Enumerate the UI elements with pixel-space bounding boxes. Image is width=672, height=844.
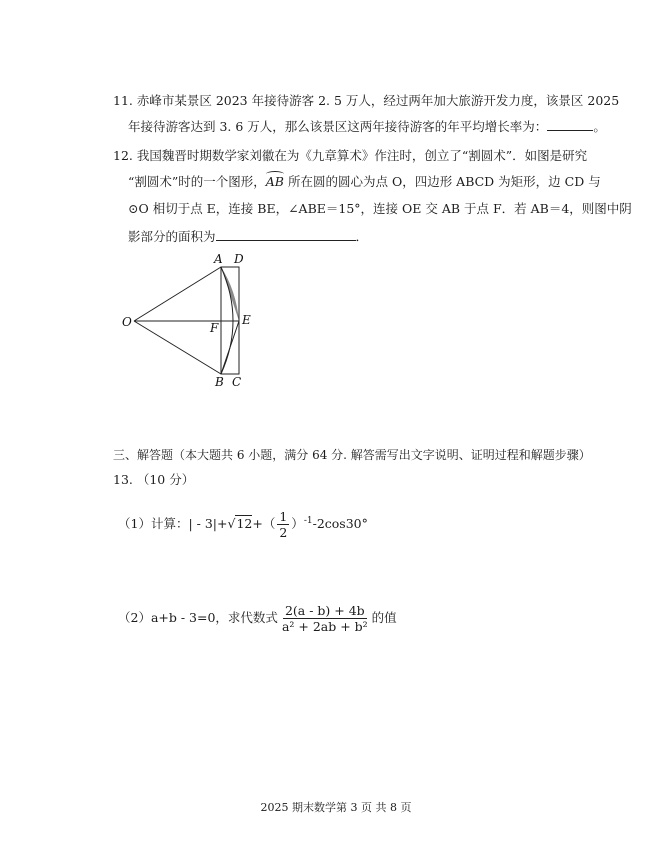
q13-part2-label: （2）a+b - 3=0，求代数式 (118, 610, 278, 625)
q12-line3: ⊙O 相切于点 E，连接 BE，∠ABE＝15°，连接 OE 交 AB 于点 F．若 AB＝4，则图中阴 (128, 201, 632, 216)
fraction-numerator: 2(a - b) + 4b (284, 603, 365, 618)
q13-part1-exp: -1 (303, 516, 313, 526)
q12-end: ． (355, 229, 369, 244)
q13-part1-sqrt: 12 (236, 516, 253, 532)
q13-part1-tail: -2cos30° (312, 516, 368, 532)
segment-oa (134, 267, 221, 321)
sqrt-symbol: √ (227, 516, 236, 532)
q11-end: 。 (593, 119, 606, 134)
q12-line1: 12. 我国魏晋时期数学家刘徽在为《九章算术》作注时，创立了“割圆术”．如图是研究 (113, 148, 588, 163)
q13-part2-fraction (280, 603, 370, 634)
section3-heading: 三、解答题（本大题共 6 小题，满分 64 分. 解答需写出文字说明、证明过程和解题步骤） (113, 448, 591, 462)
q11-answer-blank (547, 118, 593, 131)
q12-line2 (128, 174, 601, 190)
q13-header: 13. （10 分） (113, 472, 195, 487)
label-f: F (210, 321, 219, 335)
fraction-denominator: a² + 2ab + b² (281, 619, 368, 634)
q13-part1-label: （1）计算： (118, 516, 189, 532)
fraction-numerator: 1 (279, 509, 288, 525)
label-o: O (122, 315, 132, 329)
q13-part1-abs: | - 3|+ (188, 516, 228, 532)
fraction-denominator: 2 (279, 525, 288, 541)
page-footer: 2025 期末数学第 3 页 共 8 页 (260, 801, 412, 814)
label-e: E (242, 313, 251, 327)
q12-answer-blank (216, 228, 356, 241)
q12-line2-pre: “割圆术”时的一个图形， (128, 174, 266, 189)
q13-part2 (118, 602, 397, 634)
q12-line4-text: 影部分的面积为 (128, 229, 216, 244)
label-c: C (232, 375, 242, 389)
q13-part1-plus: +（ (252, 516, 276, 532)
label-a: A (214, 252, 223, 266)
q11-line2-text: 年接待游客达到 3. 6 万人，那么该景区这两年接待游客的年平均增长率为： (128, 119, 548, 134)
q11-line2 (128, 118, 606, 135)
q13-part2-tail: 的值 (371, 610, 397, 625)
segment-ob (134, 321, 221, 374)
q12-line2-post: 所在圆的圆心为点 O，四边形 ABCD 为矩形，边 CD 与 (284, 174, 601, 189)
q12-arc-ab: AB (265, 174, 284, 189)
q13-part1 (118, 506, 368, 540)
label-b: B (215, 375, 224, 389)
q11-line1: 11. 赤峰市某景区 2023 年接待游客 2. 5 万人，经过两年加大旅游开发力度，该景区 2025 (113, 93, 620, 108)
label-d: D (234, 252, 244, 266)
geometry-figure (120, 250, 270, 390)
q12-line4 (128, 228, 368, 245)
q13-part1-close: ） (291, 516, 304, 532)
q13-part1-fraction (277, 509, 289, 540)
